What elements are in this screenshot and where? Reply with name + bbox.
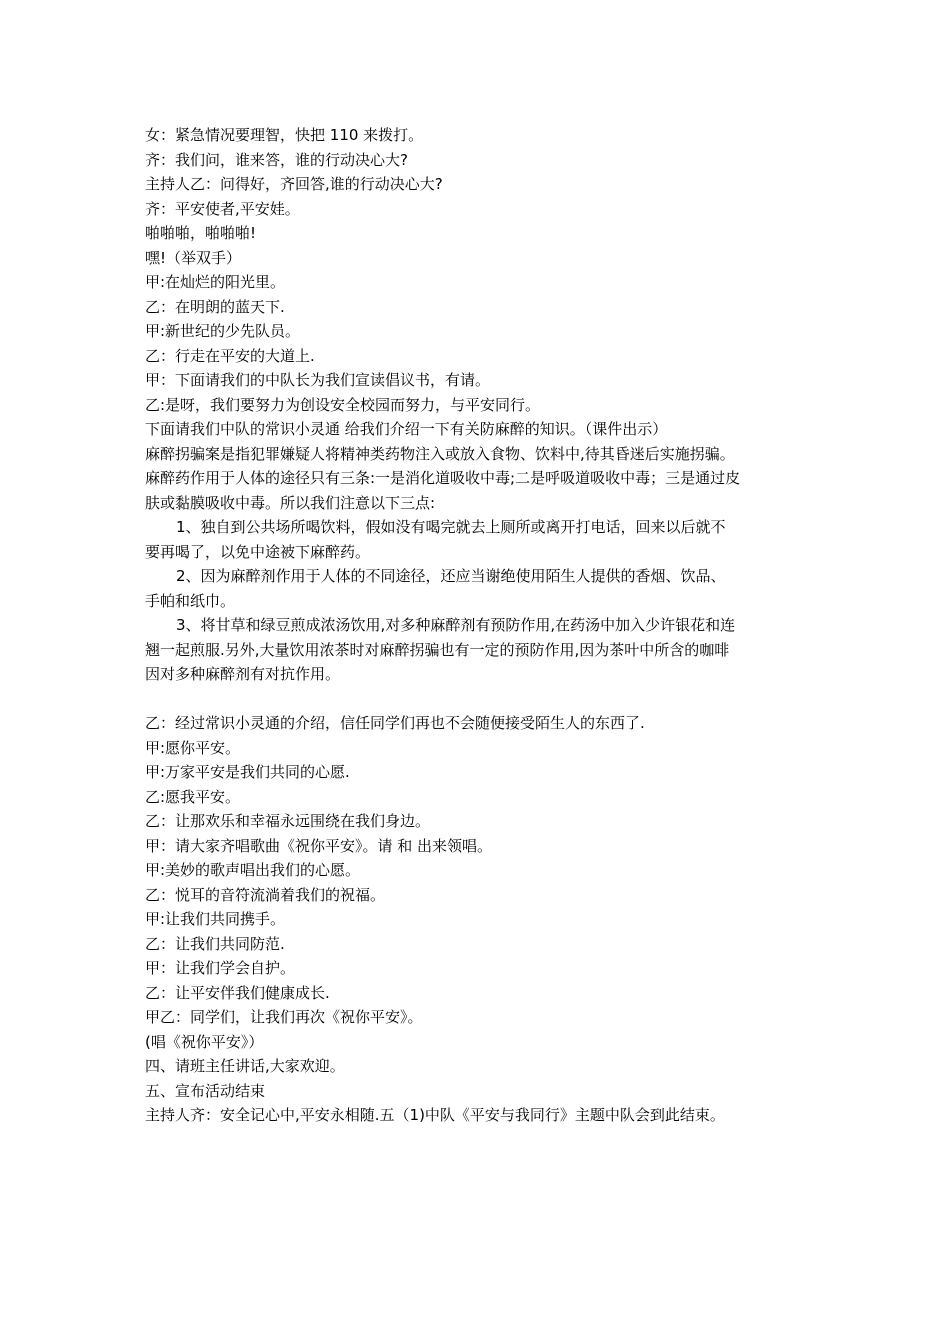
text-line: 甲：让我们学会自护。 xyxy=(145,959,296,977)
text-line: 甲:新世纪的少先队员。 xyxy=(145,322,301,340)
text-line: 乙：悦耳的音符流淌着我们的祝福。 xyxy=(145,885,386,904)
point-3-line: 翘一起煎服.另外,大量饮用浓茶时对麻醉拐骗也有一定的预防作用,因为茶叶中所含的咖啡 xyxy=(145,640,730,659)
text-line: 乙：让平安伴我们健康成长. xyxy=(145,983,330,1002)
text-line: 乙：经过常识小灵通的介绍，信任同学们再也不会随便接受陌生人的东西了. xyxy=(145,714,645,732)
text-line: 女：紧急情况要理智，快把 110 来拨打。 xyxy=(145,126,424,144)
text-line: (唱《祝你平安》） xyxy=(145,1032,264,1051)
text-line: 齐：平安使者,平安娃。 xyxy=(145,199,300,218)
text-line: 麻醉药作用于人体的途径只有三条:一是消化道吸收中毒;二是呼吸道吸收中毒；三是通过皮 xyxy=(145,469,741,487)
text-line: 四、请班主任讲话,大家欢迎。 xyxy=(145,1057,345,1075)
text-line: 肤或黏膜吸收中毒。所以我们注意以下三点: xyxy=(145,493,436,512)
point-1-line: 1、独自到公共场所喝饮料，假如没有喝完就去上厕所或离开打电话，回来以后就不 xyxy=(176,518,726,536)
text-line: 甲:让我们共同携手。 xyxy=(145,910,286,928)
document-body xyxy=(145,123,815,1128)
blank-line xyxy=(145,687,815,712)
text-line: 甲：下面请我们的中队长为我们宣读倡议书，有请。 xyxy=(145,371,491,389)
text-line: 五、宣布活动结束 xyxy=(145,1081,266,1100)
point-2-line: 手帕和纸巾。 xyxy=(145,591,236,610)
text-line: 甲:万家平安是我们共同的心愿. xyxy=(145,763,350,781)
text-line: 嘿!（举双手） xyxy=(145,248,242,267)
text-line: 麻醉拐骗案是指犯罪嫌疑人将精神类药物注入或放入食物、饮料中,待其昏迷后实施拐骗。 xyxy=(145,444,735,463)
point-1-line: 要再喝了，以免中途被下麻醉药。 xyxy=(145,542,371,561)
text-line: 乙：行走在平安的大道上. xyxy=(145,346,315,365)
point-3-line: 因对多种麻醉剂有对抗作用。 xyxy=(145,665,341,683)
text-line: 啪啪啪，啪啪啪! xyxy=(145,224,257,242)
text-line: 甲:美妙的歌声唱出我们的心愿。 xyxy=(145,861,361,879)
text-line: 齐：我们问，谁来答，谁的行动决心大? xyxy=(145,150,408,169)
text-line: 乙：在明朗的蓝天下. xyxy=(145,297,285,316)
text-line: 甲:在灿烂的阳光里。 xyxy=(145,273,286,291)
point-3-line: 3、将甘草和绿豆煎成浓汤饮用,对多种麻醉剂有预防作用,在药汤中加入少许银花和连 xyxy=(176,616,736,634)
text-line: 甲：请大家齐唱歌曲《祝你平安》。请 和 出来领唱。 xyxy=(145,836,493,855)
text-line: 下面请我们中队的常识小灵通 给我们介绍一下有关防麻醉的知识。（课件出示） xyxy=(145,420,668,438)
text-line: 甲乙：同学们，让我们再次《祝你平安》。 xyxy=(145,1008,423,1026)
text-line: 乙:愿我平安。 xyxy=(145,787,241,806)
text-line: 乙：让那欢乐和幸福永远围绕在我们身边。 xyxy=(145,812,431,830)
text-line: 乙:是呀，我们要努力为创设安全校园而努力，与平安同行。 xyxy=(145,395,541,414)
text-line: 乙：让我们共同防范. xyxy=(145,934,285,953)
text-line: 甲:愿你平安。 xyxy=(145,738,241,757)
text-line: 主持人乙：问得好，齐回答,谁的行动决心大? xyxy=(145,175,443,193)
text-line: 主持人齐：安全记心中,平安永相随.五（1)中队《平安与我同行》主题中队会到此结束。 xyxy=(145,1106,725,1124)
point-2-line: 2、因为麻醉剂作用于人体的不同途径，还应当谢绝使用陌生人提供的香烟、饮品、 xyxy=(176,567,726,585)
